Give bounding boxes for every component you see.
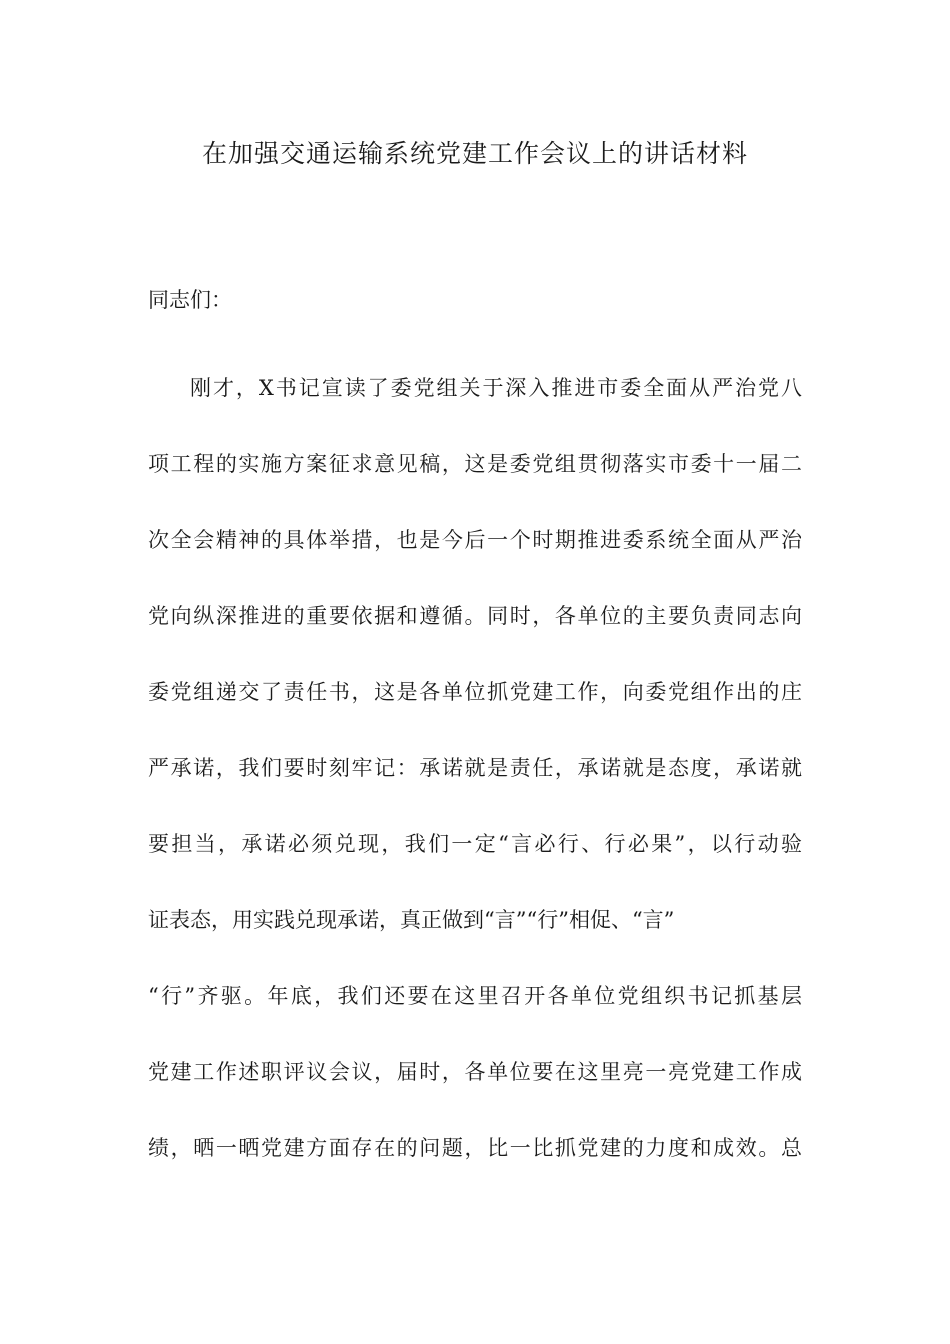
body-line: 党建工作述职评议会议，届时，各单位要在这里亮一亮党建工作成	[148, 1060, 802, 1084]
body-line: 次全会精神的具体举措，也是今后一个时期推进委系统全面从严治	[148, 528, 802, 552]
body-line: 绩，晒一晒党建方面存在的问题，比一比抓党建的力度和成效。总	[148, 1136, 802, 1160]
body-line: 项工程的实施方案征求意见稿，这是委党组贯彻落实市委十一届二	[148, 452, 802, 476]
body-line: “行”齐驱。年底，我们还要在这里召开各单位党组织书记抓基层	[148, 984, 802, 1008]
document-title: 在加强交通运输系统党建工作会议上的讲话材料	[201, 139, 748, 168]
salutation: 同志们：	[148, 288, 232, 312]
body-line: 委党组递交了责任书，这是各单位抓党建工作，向委党组作出的庄	[148, 680, 802, 704]
body-line: 刚才，X书记宣读了委党组关于深入推进市委全面从严治党八	[190, 376, 802, 400]
body-line: 要担当，承诺必须兑现，我们一定“言必行、行必果”，以行动验	[148, 832, 802, 856]
body-line: 党向纵深推进的重要依据和遵循。同时，各单位的主要负责同志向	[148, 604, 802, 628]
body-text	[148, 365, 802, 1201]
body-line: 证表态，用实践兑现承诺，真正做到“言”“行”相促、“言”	[148, 908, 675, 932]
body-line: 严承诺，我们要时刻牢记：承诺就是责任，承诺就是态度，承诺就	[148, 756, 802, 780]
